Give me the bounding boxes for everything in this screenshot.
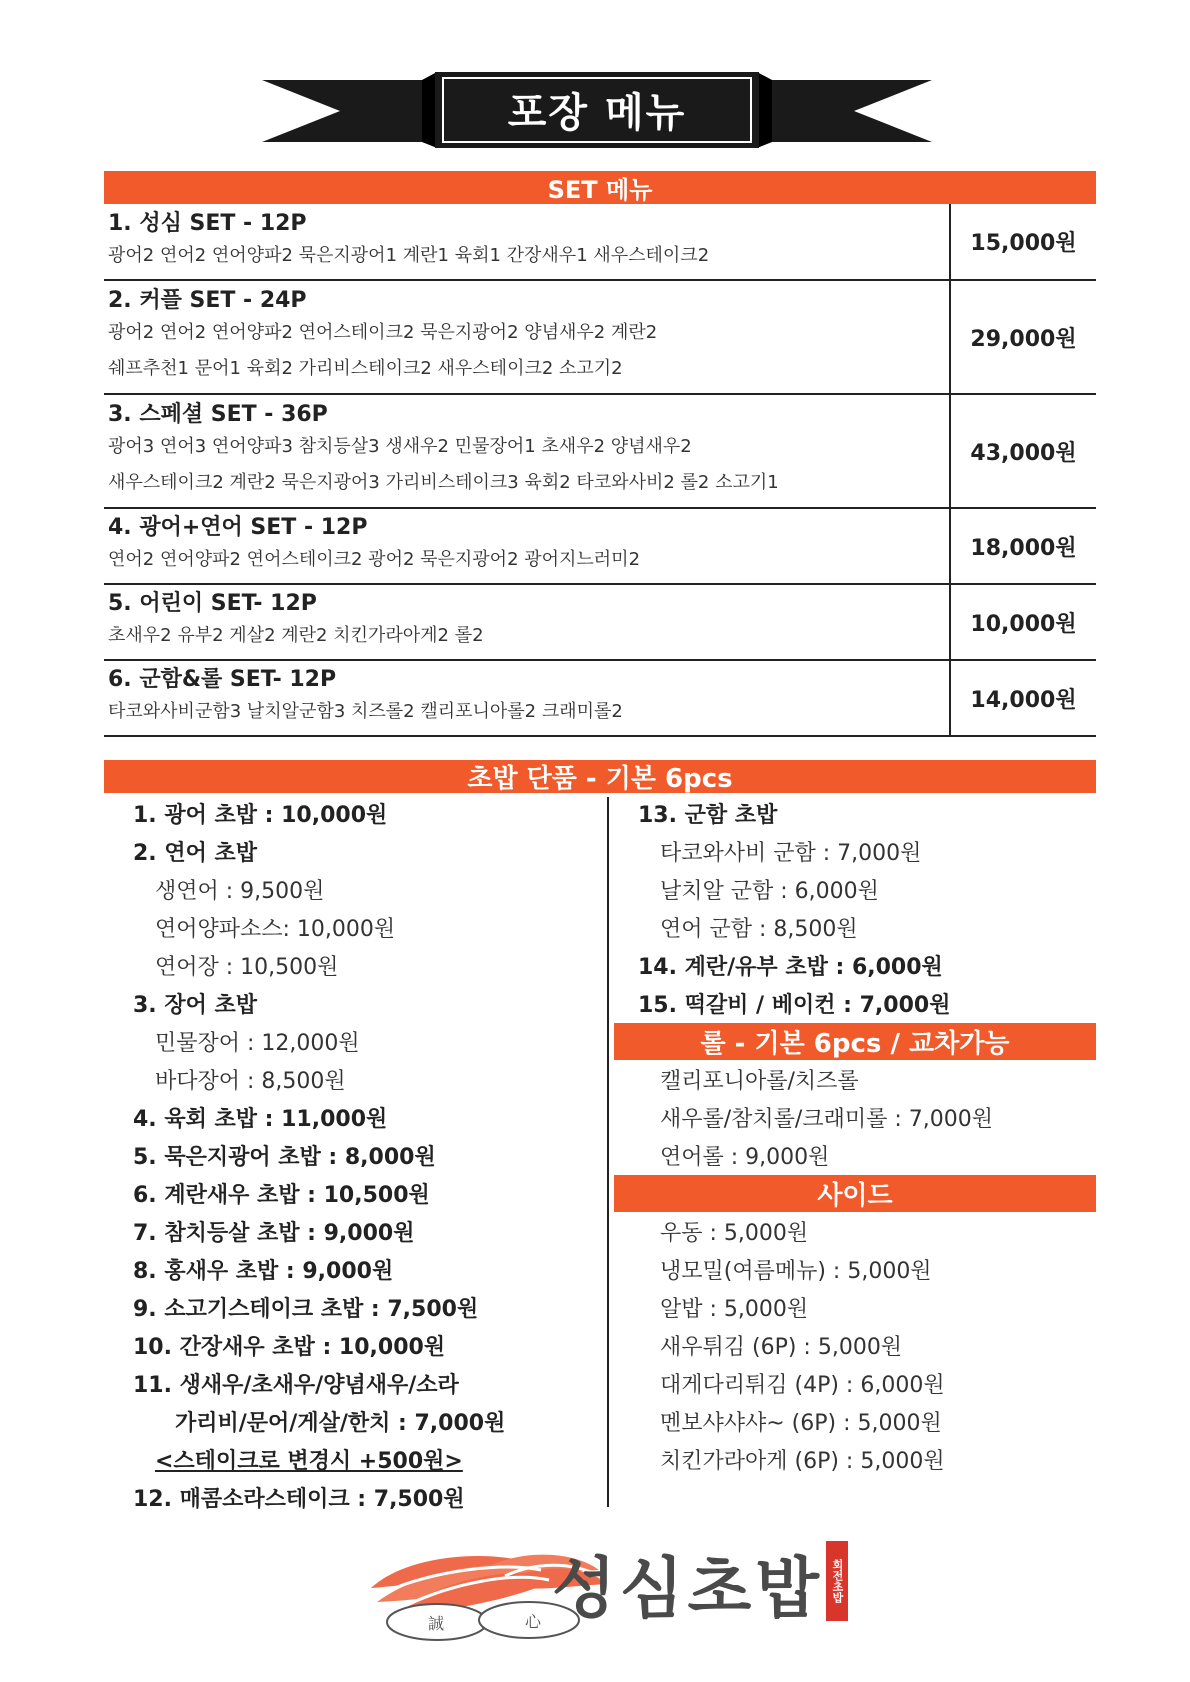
set-contents: 새우스테이크2 계란2 묵은지광어3 가리비스테이크3 육회2 타코와사비2 롤2 소고기1 [108, 472, 779, 493]
menu-item: 연어 군함 : 8,500원 [660, 917, 858, 942]
set-price: 29,000원 [950, 280, 1096, 394]
chobap-left-list [133, 797, 603, 1519]
set-price: 10,000원 [950, 584, 1096, 660]
set-row [104, 584, 1096, 660]
menu-item: 캘리포니아롤/치즈롤 [660, 1069, 859, 1094]
logo-hanja-left: 誠 [428, 1614, 445, 1633]
menu-item: 9. 소고기스테이크 초밥 : 7,500원 [133, 1297, 479, 1322]
menu-item: 바다장어 : 8,500원 [155, 1069, 346, 1094]
menu-item: 7. 참치등살 초밥 : 9,000원 [133, 1221, 415, 1246]
set-name: 2. 커플 SET - 24P [108, 288, 307, 313]
set-name: 3. 스페셜 SET - 36P [108, 402, 328, 427]
set-contents: 광어2 연어2 연어양파2 연어스테이크2 묵은지광어2 양념새우2 계란2 [108, 322, 658, 343]
set-name: 6. 군함&롤 SET- 12P [108, 667, 337, 692]
menu-item: 8. 홍새우 초밥 : 9,000원 [133, 1259, 394, 1284]
menu-item: 4. 육회 초밥 : 11,000원 [133, 1107, 388, 1132]
menu-item: 가리비/문어/게살/한치 : 7,000원 [175, 1411, 506, 1436]
menu-item: 새우롤/참치롤/크래미롤 : 7,000원 [660, 1107, 993, 1132]
set-name: 1. 성심 SET - 12P [108, 210, 307, 236]
side-list [638, 1215, 1093, 1481]
set-price: 14,000원 [950, 660, 1096, 736]
menu-item: 11. 생새우/초새우/양념새우/소라 [133, 1373, 459, 1398]
roll-header: 롤 - 기본 6pcs / 교차가능 [614, 1023, 1096, 1060]
set-price: 43,000원 [950, 394, 1096, 508]
set-name: 4. 광어+연어 SET - 12P [108, 515, 368, 540]
menu-item: 생연어 : 9,500원 [155, 879, 325, 904]
set-contents: 초새우2 유부2 게살2 계란2 치킨가라아게2 롤2 [108, 625, 484, 646]
menu-item: 대게다리튀김 (4P) : 6,000원 [660, 1373, 945, 1398]
page-title: 포장 메뉴 [507, 89, 687, 136]
set-description [104, 660, 950, 736]
menu-item: 13. 군함 초밥 [638, 803, 778, 828]
menu-item: 민물장어 : 12,000원 [155, 1031, 360, 1056]
set-contents: 쉐프추천1 문어1 육회2 가리비스테이크2 새우스테이크2 소고기2 [108, 358, 623, 379]
menu-item: 12. 매콤소라스테이크 : 7,500원 [133, 1487, 465, 1512]
set-row [104, 394, 1096, 508]
menu-item: 알밥 : 5,000원 [660, 1297, 809, 1322]
menu-item: 연어장 : 10,500원 [155, 955, 339, 980]
menu-item: <스테이크로 변경시 +500원> [155, 1449, 463, 1474]
set-description [104, 280, 950, 394]
logo-hanja-right: 心 [525, 1612, 542, 1631]
menu-item: 연어롤 : 9,000원 [660, 1145, 830, 1170]
menu-item: 연어양파소스: 10,000원 [155, 917, 396, 942]
set-description [104, 394, 950, 508]
roll-list [638, 1063, 1093, 1177]
menu-item: 우동 : 5,000원 [660, 1221, 809, 1246]
menu-item: 타코와사비 군함 : 7,000원 [660, 841, 922, 866]
set-name: 5. 어린이 SET- 12P [108, 591, 317, 616]
set-row [104, 280, 1096, 394]
menu-item: 10. 간장새우 초밥 : 10,000원 [133, 1335, 446, 1360]
set-price: 18,000원 [950, 508, 1096, 584]
set-contents: 광어2 연어2 연어양파2 묵은지광어1 계란1 육회1 간장새우1 새우스테이크2 [108, 244, 710, 266]
set-row [104, 508, 1096, 584]
menu-item: 2. 연어 초밥 [133, 841, 257, 866]
menu-item: 새우튀김 (6P) : 5,000원 [660, 1335, 903, 1360]
menu-item: 15. 떡갈비 / 베이컨 : 7,000원 [638, 993, 951, 1018]
set-description [104, 584, 950, 660]
menu-item: 냉모밀(여름메뉴) : 5,000원 [660, 1259, 932, 1284]
set-row [104, 660, 1096, 736]
set-menu-header: SET 메뉴 [104, 171, 1096, 204]
set-description [104, 204, 950, 280]
menu-item: 5. 묵은지광어 초밥 : 8,000원 [133, 1145, 436, 1170]
menu-item: 6. 계란새우 초밥 : 10,500원 [133, 1183, 430, 1208]
chobap-header: 초밥 단품 - 기본 6pcs [104, 760, 1096, 793]
menu-item: 날치알 군함 : 6,000원 [660, 879, 879, 904]
menu-item: 치킨가라아게 (6P) : 5,000원 [660, 1449, 945, 1474]
set-menu-table [104, 204, 1096, 737]
chobap-right-list [638, 797, 1093, 1025]
set-contents: 광어3 연어3 연어양파3 참치등살3 생새우2 민물장어1 초새우2 양념새우2 [108, 436, 692, 457]
column-divider [607, 797, 609, 1507]
side-header: 사이드 [614, 1175, 1096, 1212]
logo-seal: 회전초밥 [826, 1541, 848, 1621]
menu-item: 멘보샤샤샤~ (6P) : 5,000원 [660, 1411, 942, 1436]
brand-logo-text: 성심초밥 [552, 1550, 824, 1627]
menu-item: 1. 광어 초밥 : 10,000원 [133, 803, 388, 828]
set-description [104, 508, 950, 584]
set-contents: 타코와사비군함3 날치알군함3 치즈롤2 캘리포니아롤2 크래미롤2 [108, 701, 623, 722]
menu-item: 3. 장어 초밥 [133, 993, 257, 1018]
set-contents: 연어2 연어양파2 연어스테이크2 광어2 묵은지광어2 광어지느러미2 [108, 549, 641, 570]
set-row [104, 204, 1096, 280]
menu-item: 14. 계란/유부 초밥 : 6,000원 [638, 955, 943, 980]
set-price: 15,000원 [950, 204, 1096, 280]
